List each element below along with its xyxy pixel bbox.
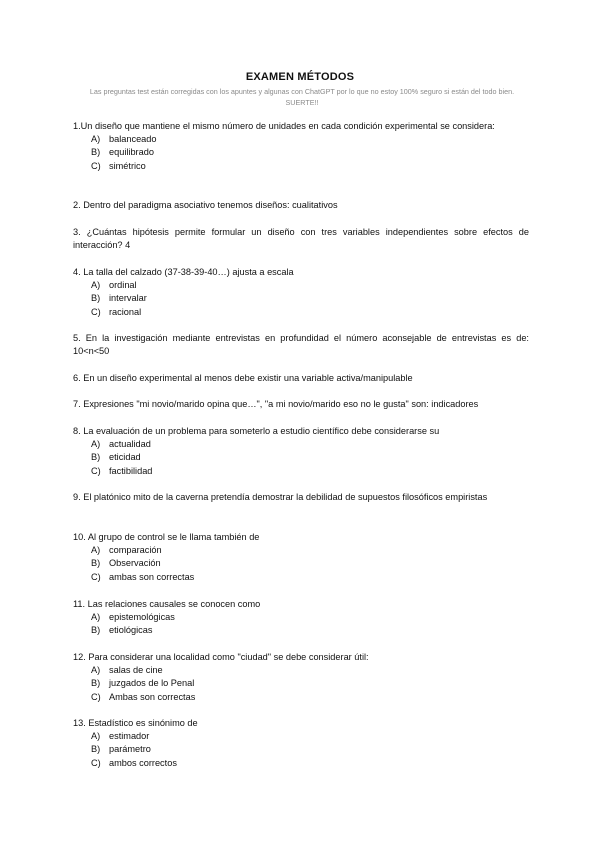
option-text: etiológicas [109, 625, 153, 636]
option-item [73, 571, 529, 584]
option-text: parámetro [109, 744, 151, 755]
option-item [73, 160, 529, 173]
question-text: 3. ¿Cuántas hipótesis permite formular un diseño con tres variables independientes sobre efectos de interacción? 4 [73, 227, 529, 251]
question-text: 9. El platónico mito de la caverna pretendía demostrar la debilidad de supuestos filosóficos empiristas [73, 492, 488, 502]
document-subtitle: Las preguntas test están corregidas con los apuntes y algunas con ChatGPT por lo que no estoy 100% seguro si están del todo bien. SUERTE!! [89, 87, 515, 107]
question-text: 2. Dentro del paradigma asociativo tenemos diseños: cualitativos [73, 200, 338, 210]
option-text: racional [109, 306, 142, 317]
option-letter: C) [91, 571, 101, 582]
option-item [73, 624, 529, 637]
option-list [73, 664, 529, 704]
option-letter: B) [91, 625, 101, 636]
option-text: ordinal [109, 280, 137, 291]
option-letter: B) [91, 452, 101, 463]
option-list [73, 133, 529, 173]
question-1 [73, 120, 529, 173]
option-letter: C) [91, 465, 101, 476]
option-letter: C) [91, 306, 101, 317]
option-letter: B) [91, 293, 101, 304]
option-text: equilibrado [109, 147, 154, 158]
question-text: 1.Un diseño que mantiene el mismo número de unidades en cada condición experimental se considera: [73, 121, 495, 131]
option-letter: B) [91, 558, 101, 569]
option-text: juzgados de lo Penal [109, 678, 195, 689]
option-text: simétrico [109, 160, 146, 171]
option-text: balanceado [109, 134, 157, 145]
option-letter: B) [91, 147, 101, 158]
option-letter: B) [91, 678, 101, 689]
option-item [73, 557, 529, 570]
question-10 [73, 531, 529, 584]
option-item [73, 757, 529, 770]
option-item [73, 677, 529, 690]
option-list [73, 611, 529, 637]
option-item [73, 438, 529, 451]
option-text: estimador [109, 731, 150, 742]
option-list [73, 730, 529, 770]
option-text: Observación [109, 558, 161, 569]
option-text: actualidad [109, 439, 151, 450]
option-item [73, 730, 529, 743]
question-text: 11. Las relaciones causales se conocen como [73, 599, 261, 609]
option-letter: B) [91, 744, 101, 755]
question-text: 6. En un diseño experimental al menos debe existir una variable activa/manipulable [73, 373, 413, 383]
question-13 [73, 717, 529, 770]
option-list [73, 544, 529, 584]
option-letter: A) [91, 545, 101, 556]
question-11 [73, 598, 529, 638]
option-item [73, 279, 529, 292]
question-text: 10. Al grupo de control se le llama también de [73, 532, 260, 542]
question-5 [73, 332, 529, 358]
option-letter: C) [91, 691, 101, 702]
option-item [73, 664, 529, 677]
question-3 [73, 226, 529, 252]
option-text: comparación [109, 545, 162, 556]
question-9 [73, 491, 529, 504]
option-text: eticidad [109, 452, 141, 463]
option-letter: A) [91, 280, 101, 291]
question-text: 5. En la investigación mediante entrevistas en profundidad el número aconsejable de entrevistas es de: 10<n<50 [73, 333, 529, 357]
option-list [73, 279, 529, 319]
option-letter: A) [91, 665, 101, 676]
question-text: 8. La evaluación de un problema para someterlo a estudio científico debe considerarse su [73, 426, 440, 436]
question-text: 13. Estadístico es sinónimo de [73, 718, 198, 728]
question-7 [73, 398, 529, 411]
question-text: 4. La talla del calzado (37-38-39-40…) ajusta a escala [73, 267, 294, 277]
option-item [73, 146, 529, 159]
option-letter: A) [91, 612, 101, 623]
option-text: intervalar [109, 293, 147, 304]
option-text: factibilidad [109, 465, 153, 476]
option-item [73, 743, 529, 756]
question-6 [73, 372, 529, 385]
option-letter: C) [91, 757, 101, 768]
option-letter: A) [91, 439, 101, 450]
question-8 [73, 425, 529, 478]
option-item [73, 292, 529, 305]
question-text: 12. Para considerar una localidad como "ciudad" se debe considerar útil: [73, 652, 369, 662]
option-text: epistemológicas [109, 612, 175, 623]
question-12 [73, 651, 529, 704]
option-text: salas de cine [109, 665, 163, 676]
option-text: Ambas son correctas [109, 691, 196, 702]
option-letter: A) [91, 731, 101, 742]
question-4 [73, 266, 529, 319]
option-text: ambas son correctas [109, 571, 195, 582]
option-letter: C) [91, 160, 101, 171]
document-title: EXAMEN MÉTODOS [245, 71, 355, 83]
option-item [73, 691, 529, 704]
option-item [73, 611, 529, 624]
option-item [73, 451, 529, 464]
option-letter: A) [91, 134, 101, 145]
option-item [73, 133, 529, 146]
option-list [73, 438, 529, 478]
option-item [73, 306, 529, 319]
option-item [73, 465, 529, 478]
question-text: 7. Expresiones "mi novio/marido opina que…", "a mi novio/marido eso no le gusta" son: indicadores [73, 399, 479, 409]
question-2 [73, 199, 529, 212]
option-text: ambos correctos [109, 757, 177, 768]
option-item [73, 544, 529, 557]
